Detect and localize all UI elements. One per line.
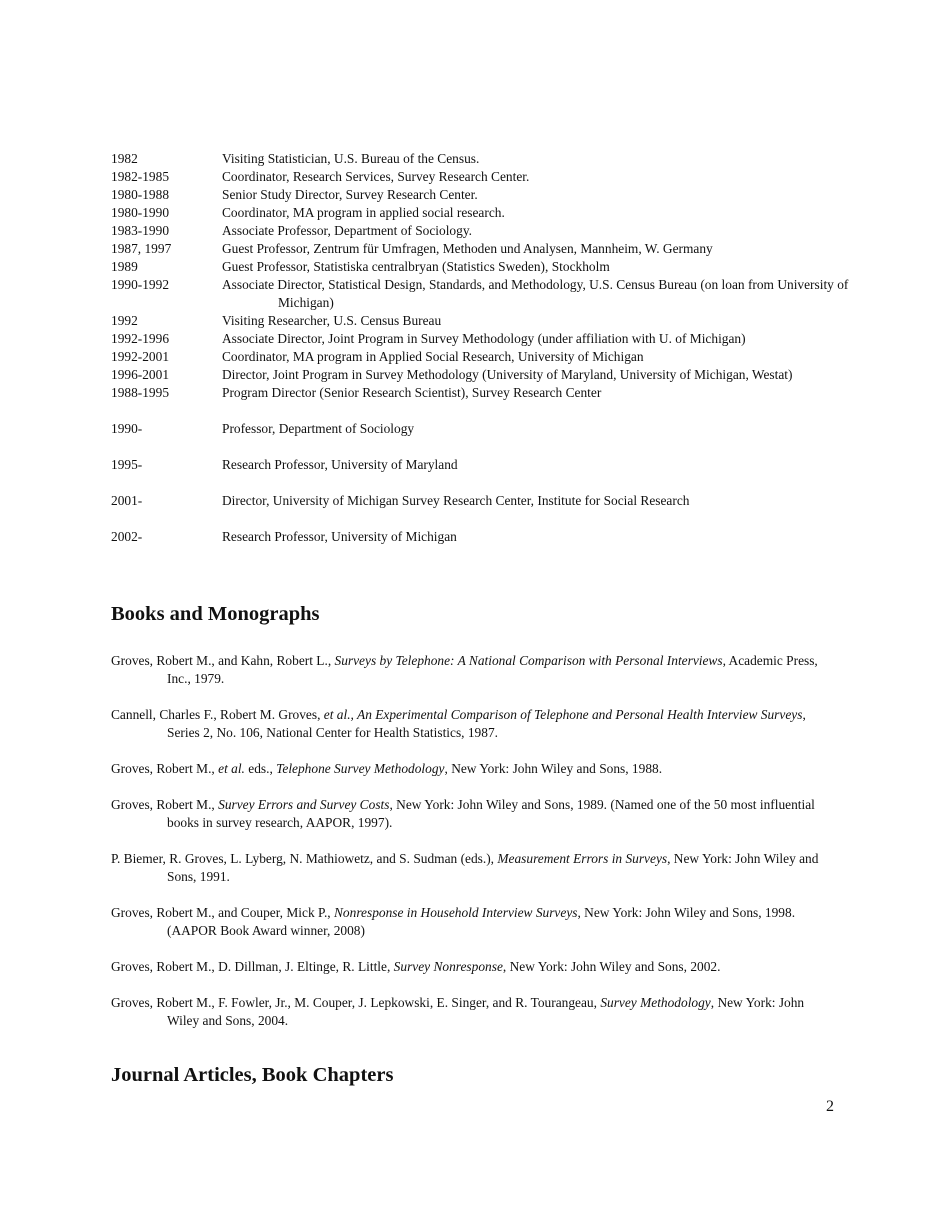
position-years: 2002- (111, 529, 143, 544)
position-description: Research Professor, University of Maryland (222, 457, 458, 472)
position-years: 1988-1995 (111, 385, 170, 400)
position-row (111, 492, 851, 510)
position-row (111, 366, 851, 384)
book-publisher: , New York: John Wiley and Sons, 2002. (502, 959, 721, 974)
position-row (111, 348, 851, 366)
position-description: Visiting Statistician, U.S. Bureau of the Census. (222, 151, 480, 166)
position-row (111, 312, 851, 330)
position-years: 1992-2001 (111, 349, 170, 364)
position-description: Guest Professor, Statistiska centralbryan (Statistics Sweden), Stockholm (222, 259, 610, 274)
position-years: 1982 (111, 151, 138, 166)
book-etal: et al. (218, 761, 245, 776)
position-years: 1995- (111, 457, 143, 472)
position-row (111, 276, 851, 312)
position-description: Associate Director, Joint Program in Survey Methodology (under affiliation with U. of Michigan) (222, 331, 746, 346)
position-row (111, 240, 851, 258)
book-title: Measurement Errors in Surveys (497, 851, 668, 866)
position-years: 1992 (111, 313, 138, 328)
position-years: 1990- (111, 421, 143, 436)
book-publisher: , New York: John Wiley and Sons, 2004. (167, 995, 805, 1028)
position-years: 1980-1988 (111, 187, 170, 202)
position-description: Coordinator, MA program in applied social research. (222, 205, 505, 220)
book-title: Surveys by Telephone: A National Comparison with Personal Interviews (334, 653, 723, 668)
book-entry (111, 652, 839, 688)
position-description: Guest Professor, Zentrum für Umfragen, Methoden und Analysen, Mannheim, W. Germany (222, 241, 713, 256)
position-years: 1987, 1997 (111, 241, 172, 256)
position-years: 1980-1990 (111, 205, 170, 220)
book-entry (111, 994, 839, 1030)
book-entry (111, 706, 839, 742)
book-authors: Groves, Robert M., (111, 761, 219, 776)
book-title: Telephone Survey Methodology (276, 761, 445, 776)
position-row (111, 150, 851, 168)
position-years: 1989 (111, 259, 138, 274)
position-description: Director, University of Michigan Survey Research Center, Institute for Social Research (222, 493, 690, 508)
position-description: Director, Joint Program in Survey Methodology (University of Maryland, University of Michigan, Westat) (222, 367, 793, 382)
position-row (111, 456, 851, 474)
position-row (111, 168, 851, 186)
book-title: et al., An Experimental Comparison of Telephone and Personal Health Interview Surveys (323, 707, 803, 722)
position-row (111, 258, 851, 276)
position-row (111, 204, 851, 222)
position-years: 1990-1992 (111, 277, 170, 292)
position-years: 1996-2001 (111, 367, 170, 382)
books-heading: Books and Monographs (111, 603, 320, 625)
position-description: Program Director (Senior Research Scientist), Survey Research Center (222, 385, 602, 400)
book-title: Survey Nonresponse (393, 959, 503, 974)
book-authors: P. Biemer, R. Groves, L. Lyberg, N. Mathiowetz, and S. Sudman (eds.), (111, 851, 498, 866)
position-description: Coordinator, Research Services, Survey Research Center. (222, 169, 530, 184)
book-authors: Groves, Robert M., F. Fowler, Jr., M. Couper, J. Lepkowski, E. Singer, and R. Tourangeau, (111, 995, 601, 1010)
position-years: 1983-1990 (111, 223, 170, 238)
position-years: 1992-1996 (111, 331, 170, 346)
book-title: Survey Errors and Survey Costs (218, 797, 390, 812)
positions-list (111, 150, 851, 546)
position-years: 2001- (111, 493, 143, 508)
position-description: Visiting Researcher, U.S. Census Bureau (222, 313, 442, 328)
book-publisher: , Academic Press, Inc., 1979. (167, 653, 818, 686)
position-row (111, 528, 851, 546)
book-publisher: , New York: John Wiley and Sons, 1988. (444, 761, 663, 776)
journal-heading: Journal Articles, Book Chapters (111, 1064, 394, 1086)
position-description: Professor, Department of Sociology (222, 421, 415, 436)
position-row (111, 222, 851, 240)
book-authors: Groves, Robert M., (111, 797, 219, 812)
book-publisher: , New York: John Wiley and Sons, 1991. (167, 851, 819, 884)
position-row (111, 330, 851, 348)
book-entry (111, 850, 839, 886)
book-eds: eds., (244, 761, 277, 776)
book-entry (111, 796, 839, 832)
book-entry (111, 904, 839, 940)
position-years: 1982-1985 (111, 169, 170, 184)
position-description: Coordinator, MA program in Applied Social Research, University of Michigan (222, 349, 644, 364)
position-row (111, 384, 851, 402)
position-description: Associate Director, Statistical Design, Standards, and Methodology, U.S. Census Bureau (on loan from University of Michigan) (222, 277, 849, 310)
book-authors: Groves, Robert M., D. Dillman, J. Eltinge, R. Little, (111, 959, 394, 974)
book-publisher: , Series 2, No. 106, National Center for Health Statistics, 1987. (167, 707, 806, 740)
position-description: Associate Professor, Department of Sociology. (222, 223, 472, 238)
page-number: 2 (826, 1098, 834, 1115)
book-title: Nonresponse in Household Interview Surveys (334, 905, 578, 920)
position-row (111, 420, 851, 438)
book-authors: Groves, Robert M., and Kahn, Robert L., (111, 653, 335, 668)
position-row (111, 186, 851, 204)
book-entry (111, 958, 839, 976)
book-authors: Groves, Robert M., and Couper, Mick P., (111, 905, 334, 920)
position-description: Senior Study Director, Survey Research Center. (222, 187, 478, 202)
book-publisher: , New York: John Wiley and Sons, 1998. (AAPOR Book Award winner, 2008) (167, 905, 796, 938)
position-description: Research Professor, University of Michigan (222, 529, 457, 544)
books-list (111, 652, 839, 1048)
book-authors: Cannell, Charles F., Robert M. Groves, (111, 707, 324, 722)
book-publisher: , New York: John Wiley and Sons, 1989. (Named one of the 50 most influential books in survey research, AAPOR, 1997). (167, 797, 815, 830)
book-title: Survey Methodology (600, 995, 711, 1010)
book-entry (111, 760, 839, 778)
